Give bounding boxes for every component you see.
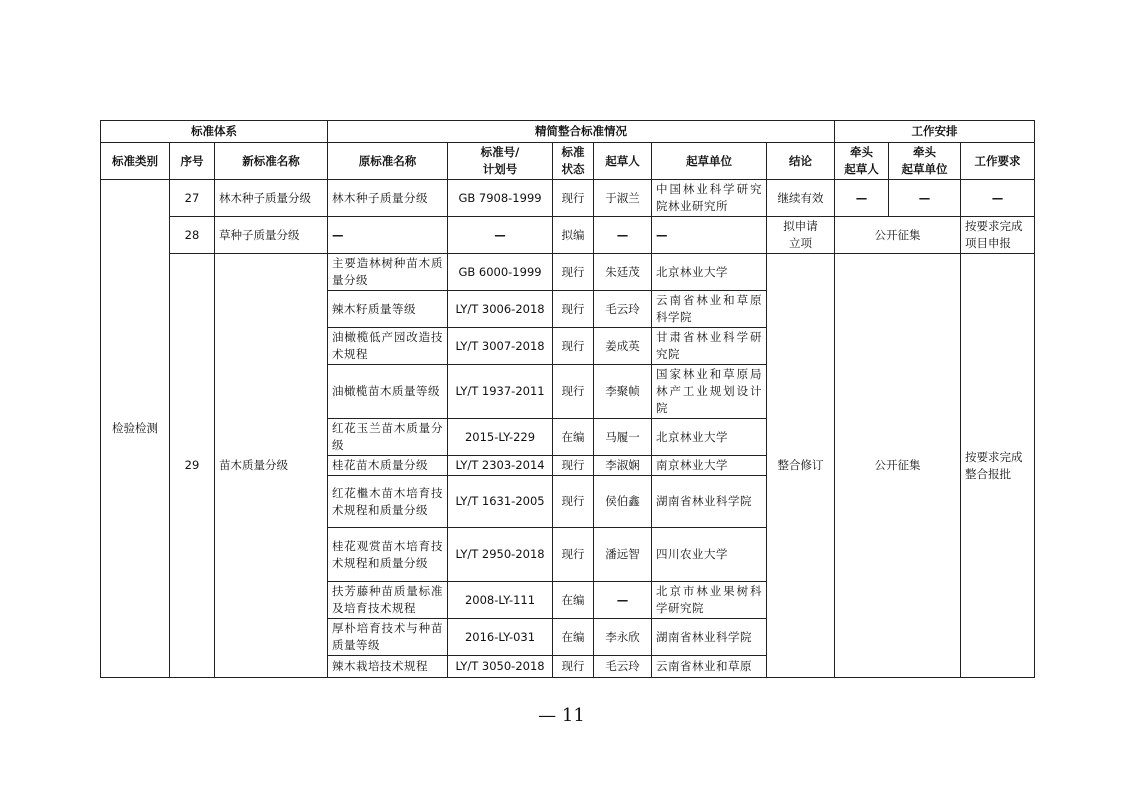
- orig-name-cell: 林木种子质量分级: [328, 180, 448, 217]
- status-cell: 现行: [553, 476, 594, 528]
- standards-table: [100, 120, 1035, 678]
- requirement-cell: 按要求完成 整合报批: [961, 254, 1035, 678]
- orig-name-cell: 辣木栽培技术规程: [328, 656, 448, 678]
- status-cell: 在编: [553, 419, 594, 456]
- drafter-cell: 李聚帧: [594, 365, 652, 419]
- lead-unit-cell: —: [889, 180, 961, 217]
- std-no-cell: LY/T 3007-2018: [448, 328, 553, 365]
- group-header-work-arrangement: 工作安排: [835, 121, 1035, 143]
- col-header-seq: 序号: [170, 143, 215, 180]
- arrangement-cell: 公开征集: [835, 254, 961, 678]
- col-header-lead-unit: 牵头 起草单位: [889, 143, 961, 180]
- drafter-cell: —: [594, 217, 652, 254]
- group-header-consolidation: 精简整合标准情况: [328, 121, 835, 143]
- status-cell: 现行: [553, 291, 594, 328]
- orig-name-cell: 桂花观赏苗木培育技术规程和质量分级: [328, 528, 448, 582]
- conclusion-cell: 继续有效: [767, 180, 835, 217]
- drafter-cell: 李永欣: [594, 619, 652, 656]
- drafter-cell: 朱廷茂: [594, 254, 652, 291]
- orig-name-cell: 主要造林树种苗木质量分级: [328, 254, 448, 291]
- table-row: [101, 217, 1035, 254]
- col-header-new-name: 新标准名称: [215, 143, 328, 180]
- requirement-cell: —: [961, 180, 1035, 217]
- status-cell: 现行: [553, 328, 594, 365]
- col-header-orig-name: 原标准名称: [328, 143, 448, 180]
- orig-name-cell: 油橄榄低产园改造技术规程: [328, 328, 448, 365]
- col-header-requirement: 工作要求: [961, 143, 1035, 180]
- status-cell: 现行: [553, 254, 594, 291]
- drafter-cell: 潘远智: [594, 528, 652, 582]
- table-row: [101, 254, 1035, 291]
- conclusion-cell: 拟申请 立项: [767, 217, 835, 254]
- drafter-unit-cell: 北京市林业果树科学研究院: [652, 582, 767, 619]
- lead-drafter-cell: —: [835, 180, 889, 217]
- drafter-unit-cell: 云南省林业和草原: [652, 656, 767, 678]
- drafter-unit-cell: 甘肃省林业科学研究院: [652, 328, 767, 365]
- status-cell: 现行: [553, 365, 594, 419]
- page-number: — 11: [538, 705, 585, 726]
- orig-name-cell: 辣木籽质量等级: [328, 291, 448, 328]
- col-header-lead-drafter: 牵头 起草人: [835, 143, 889, 180]
- std-no-cell: LY/T 3006-2018: [448, 291, 553, 328]
- drafter-unit-cell: 国家林业和草原局林产工业规划设计院: [652, 365, 767, 419]
- std-no-cell: LY/T 3050-2018: [448, 656, 553, 678]
- std-no-cell: LY/T 1937-2011: [448, 365, 553, 419]
- std-no-cell: LY/T 2303-2014: [448, 456, 553, 476]
- drafter-cell: 于淑兰: [594, 180, 652, 217]
- col-header-std-no: 标准号/ 计划号: [448, 143, 553, 180]
- orig-name-cell: 红花檵木苗木培育技术规程和质量分级: [328, 476, 448, 528]
- drafter-unit-cell: 北京林业大学: [652, 254, 767, 291]
- new-name-cell: 林木种子质量分级: [215, 180, 328, 217]
- conclusion-cell: 整合修订: [767, 254, 835, 678]
- orig-name-cell: 油橄榄苗木质量等级: [328, 365, 448, 419]
- drafter-cell: —: [594, 582, 652, 619]
- std-no-cell: 2015-LY-229: [448, 419, 553, 456]
- drafter-unit-cell: 湖南省林业科学院: [652, 476, 767, 528]
- arrangement-cell: 公开征集: [835, 217, 961, 254]
- table-row: [101, 180, 1035, 217]
- drafter-unit-cell: —: [652, 217, 767, 254]
- std-no-cell: 2016-LY-031: [448, 619, 553, 656]
- std-no-cell: —: [448, 217, 553, 254]
- status-cell: 现行: [553, 528, 594, 582]
- new-name-cell: 草种子质量分级: [215, 217, 328, 254]
- status-cell: 拟编: [553, 217, 594, 254]
- drafter-cell: 马履一: [594, 419, 652, 456]
- orig-name-cell: 厚朴培育技术与种苗质量等级: [328, 619, 448, 656]
- std-no-cell: GB 7908-1999: [448, 180, 553, 217]
- col-header-conclusion: 结论: [767, 143, 835, 180]
- orig-name-cell: 红花玉兰苗木质量分级: [328, 419, 448, 456]
- group-header-standard-system: 标准体系: [101, 121, 328, 143]
- seq-cell: 27: [170, 180, 215, 217]
- orig-name-cell: —: [328, 217, 448, 254]
- status-cell: 在编: [553, 582, 594, 619]
- drafter-unit-cell: 中国林业科学研究院林业研究所: [652, 180, 767, 217]
- std-no-cell: LY/T 2950-2018: [448, 528, 553, 582]
- drafter-unit-cell: 南京林业大学: [652, 456, 767, 476]
- orig-name-cell: 扶芳藤种苗质量标准及培育技术规程: [328, 582, 448, 619]
- col-header-drafter-unit: 起草单位: [652, 143, 767, 180]
- drafter-cell: 姜成英: [594, 328, 652, 365]
- seq-cell: 29: [170, 254, 215, 678]
- category-cell: 检验检测: [101, 180, 170, 678]
- drafter-unit-cell: 北京林业大学: [652, 419, 767, 456]
- drafter-cell: 李淑娴: [594, 456, 652, 476]
- requirement-cell: 按要求完成 项目申报: [961, 217, 1035, 254]
- drafter-cell: 侯伯鑫: [594, 476, 652, 528]
- std-no-cell: LY/T 1631-2005: [448, 476, 553, 528]
- status-cell: 现行: [553, 656, 594, 678]
- col-header-category: 标准类别: [101, 143, 170, 180]
- col-header-status: 标准 状态: [553, 143, 594, 180]
- status-cell: 现行: [553, 456, 594, 476]
- status-cell: 现行: [553, 180, 594, 217]
- std-no-cell: 2008-LY-111: [448, 582, 553, 619]
- orig-name-cell: 桂花苗木质量分级: [328, 456, 448, 476]
- status-cell: 在编: [553, 619, 594, 656]
- seq-cell: 28: [170, 217, 215, 254]
- drafter-unit-cell: 湖南省林业科学院: [652, 619, 767, 656]
- drafter-cell: 毛云玲: [594, 656, 652, 678]
- drafter-unit-cell: 四川农业大学: [652, 528, 767, 582]
- col-header-drafter: 起草人: [594, 143, 652, 180]
- drafter-unit-cell: 云南省林业和草原科学院: [652, 291, 767, 328]
- std-no-cell: GB 6000-1999: [448, 254, 553, 291]
- new-name-cell: 苗木质量分级: [215, 254, 328, 678]
- drafter-cell: 毛云玲: [594, 291, 652, 328]
